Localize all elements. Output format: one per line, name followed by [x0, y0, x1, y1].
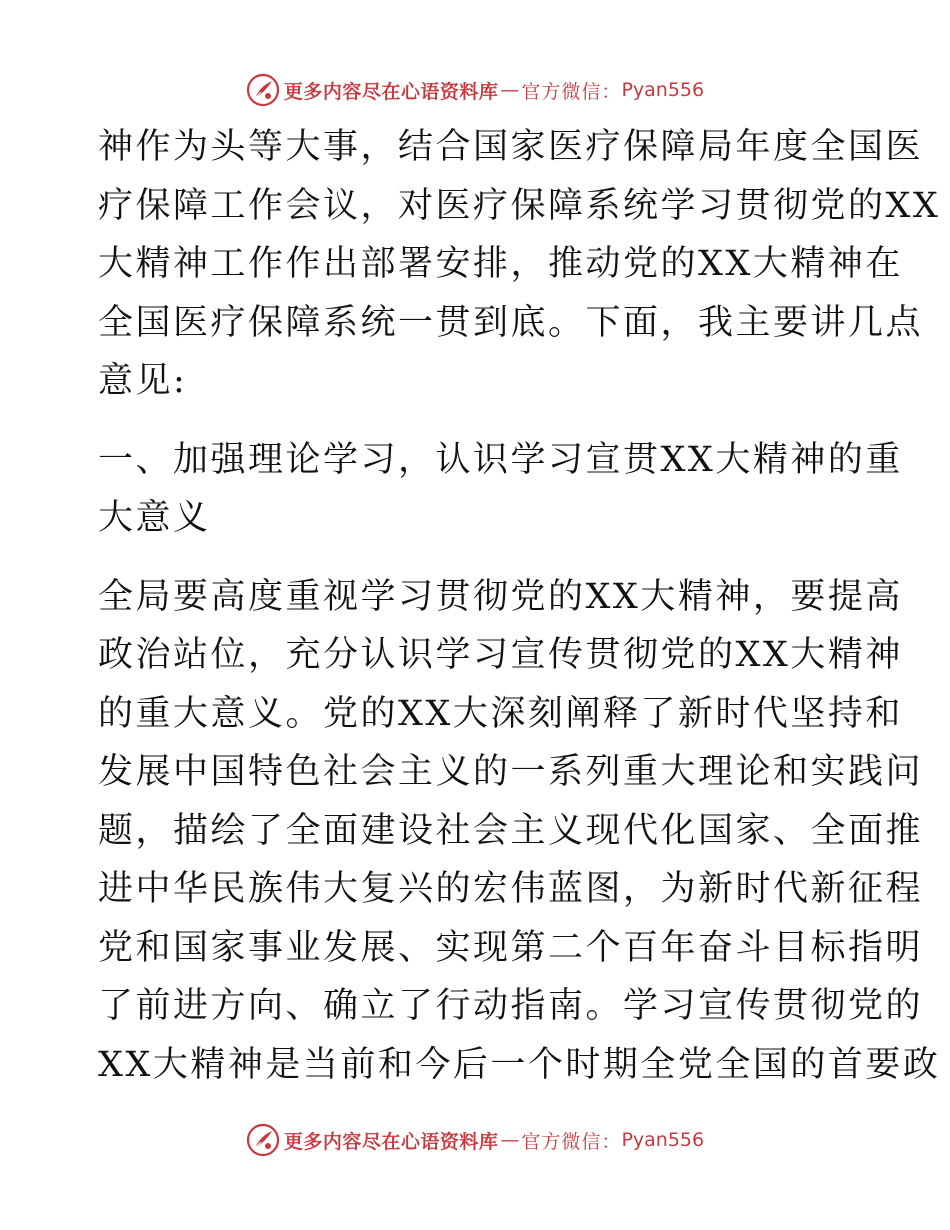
text-line: 进中华民族伟大复兴的宏伟蓝图，为新时代新征程: [98, 869, 924, 909]
quill-logo-icon: [246, 1123, 280, 1157]
text-line: 的重大意义。党的XX大深刻阐释了新时代坚持和: [98, 693, 903, 734]
text-line: 政治站位，充分认识学习宣传贯彻党的XX大精神: [98, 635, 903, 675]
banner-wechat-label: 官方微信：: [521, 1130, 622, 1153]
banner-main-text: 更多内容尽在心语资料库: [283, 80, 499, 103]
banner-separator: —: [500, 1129, 520, 1151]
document-body: [98, 118, 941, 1094]
text-line: 全国医疗保障系统一贯到底。下面，我主要讲几点: [98, 302, 924, 343]
heading-line: 一、加强理论学习，认识学习宣贯XX大精神的重: [98, 439, 903, 480]
banner-separator: —: [500, 79, 520, 101]
text-line: 发展中国特色社会主义的一系列重大理论和实践问: [98, 752, 924, 792]
footer-banner: [0, 1120, 950, 1160]
paragraph-intro: [98, 118, 941, 411]
banner-wechat-id: Pyan556: [621, 79, 705, 101]
banner-wechat-label: 官方微信：: [521, 80, 622, 103]
heading-line: 大意义: [98, 498, 211, 538]
header-banner: [0, 70, 950, 110]
text-line: 题，描绘了全面建设社会主义现代化国家、全面推: [98, 810, 924, 851]
banner-wechat-id: Pyan556: [621, 1129, 705, 1151]
text-line: 疗保障工作会议，对医疗保障系统学习贯彻党的XX: [98, 185, 941, 226]
section-heading-1: [98, 431, 903, 548]
text-line: 意见:: [98, 361, 188, 401]
text-line: 全局要高度重视学习贯彻党的XX大精神，要提高: [98, 576, 903, 617]
text-line: 大精神工作作出部署安排，推动党的XX大精神在: [98, 244, 903, 284]
text-line: 了前进方向、确立了行动指南。学习宣传贯彻党的: [98, 986, 924, 1026]
text-line: XX大精神是当前和今后一个时期全党全国的首要政: [98, 1044, 941, 1085]
text-line: 党和国家事业发展、实现第二个百年奋斗目标指明: [98, 927, 924, 968]
text-line: 神作为头等大事，结合国家医疗保障局年度全国医: [98, 127, 924, 167]
paragraph-body: [98, 568, 941, 1095]
quill-logo-icon: [246, 73, 280, 107]
banner-main-text: 更多内容尽在心语资料库: [283, 1130, 499, 1153]
